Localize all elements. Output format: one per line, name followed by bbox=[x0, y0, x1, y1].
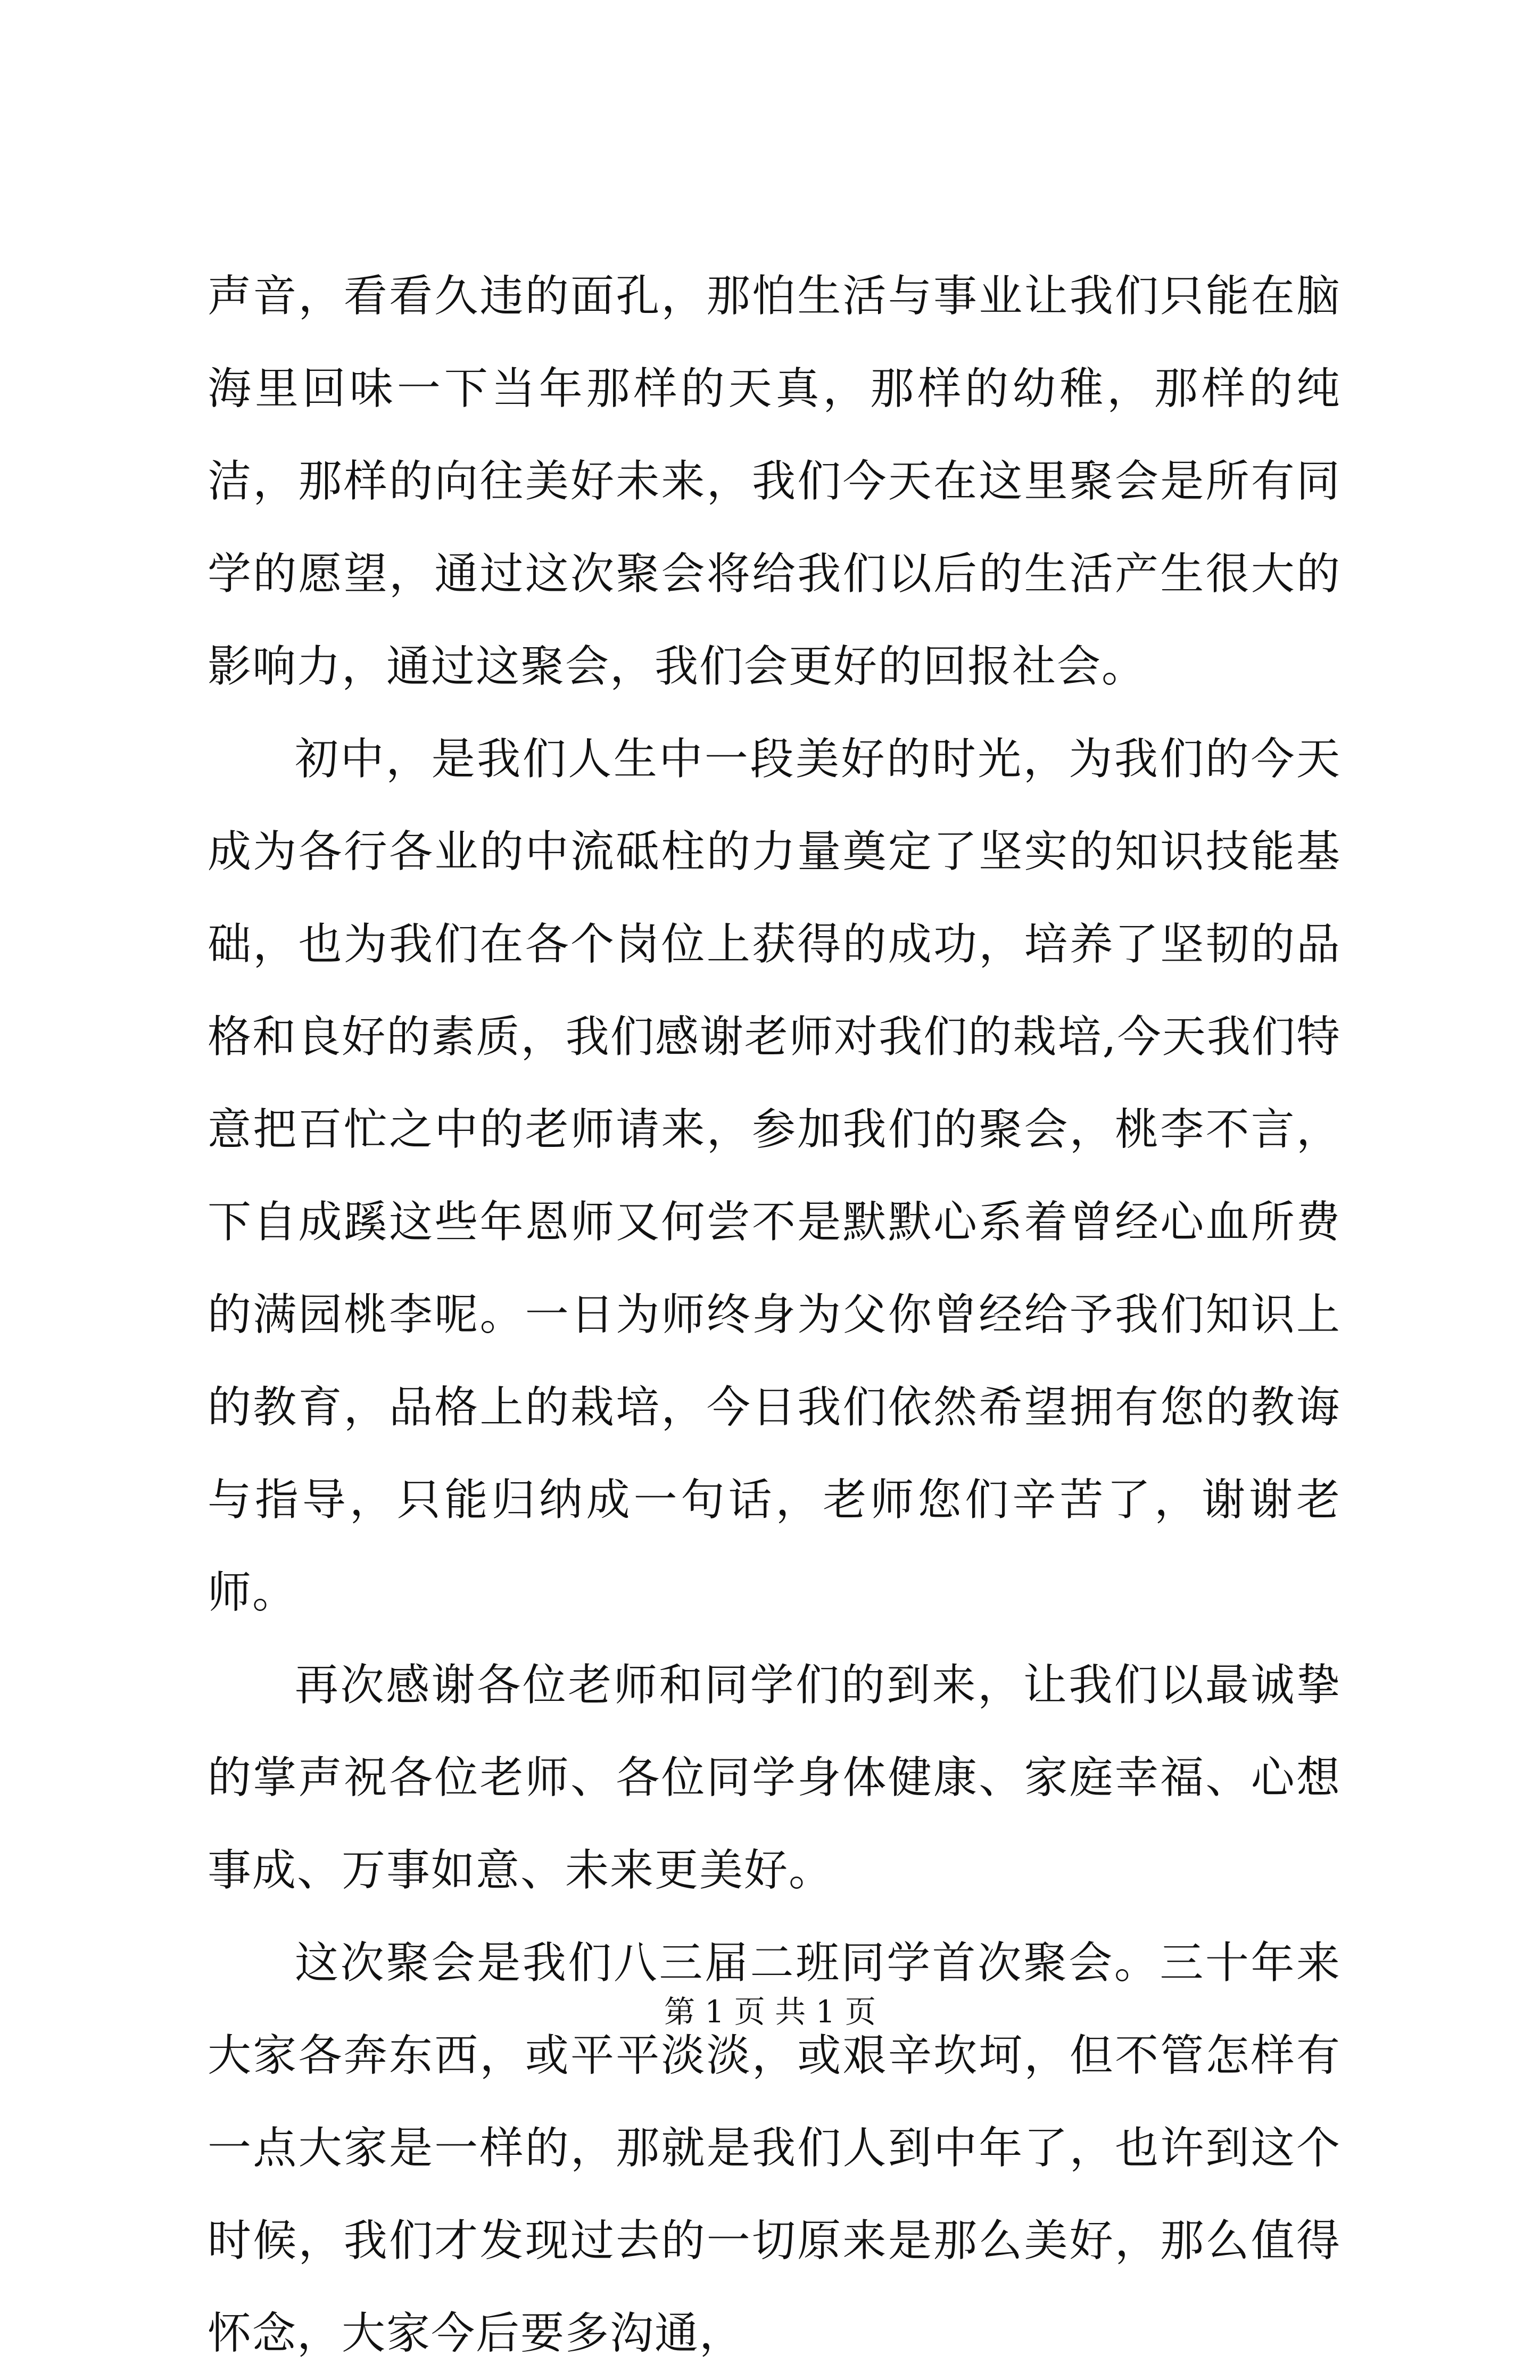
document-body bbox=[208, 250, 1341, 2380]
paragraph-3: 再次感谢各位老师和同学们的到来，让我们以最诚挚的掌声祝各位老师、各位同学身体健康、家庭幸福、心想事成、万事如意、未来更美好。 bbox=[208, 1660, 1341, 1896]
page-number-footer: 第 1 页 共 1 页 bbox=[664, 1994, 876, 2030]
paragraph-2: 初中，是我们人生中一段美好的时光，为我们的今天成为各行各业的中流砥柱的力量奠定了坚实的知识技能基础，也为我们在各个岗位上获得的成功，培养了坚韧的品格和良好的素质，我们感谢老师对我们的栽培,今天我们特意把百忙之中的老师请来，参加我们的聚会，桃李不言，下自成蹊这些年恩师又何尝不是默默心系着曾经心血所费的满园桃李呢。一日为师终身为父你曾经给予我们知识上的教育，品格上的栽培，今日我们依然希望拥有您的教诲与指导，只能归纳成一句话，老师您们辛苦了，谢谢老师。 bbox=[208, 734, 1341, 1618]
paragraph-4: 这次聚会是我们八三届二班同学首次聚会。三十年来大家各奔东西，或平平淡淡，或艰辛坎坷，但不管怎样有一点大家是一样的，那就是我们人到中年了，也许到这个时候，我们才发现过去的一切原来是那么美好，那么值得怀念，大家今后要多沟通， bbox=[208, 1938, 1341, 2359]
paragraph-1: 声音，看看久违的面孔，那怕生活与事业让我们只能在脑海里回味一下当年那样的天真，那样的幼稚，那样的纯洁，那样的向往美好未来，我们今天在这里聚会是所有同学的愿望，通过这次聚会将给我们以后的生活产生很大的影响力，通过这聚会，我们会更好的回报社会。 bbox=[208, 271, 1341, 692]
